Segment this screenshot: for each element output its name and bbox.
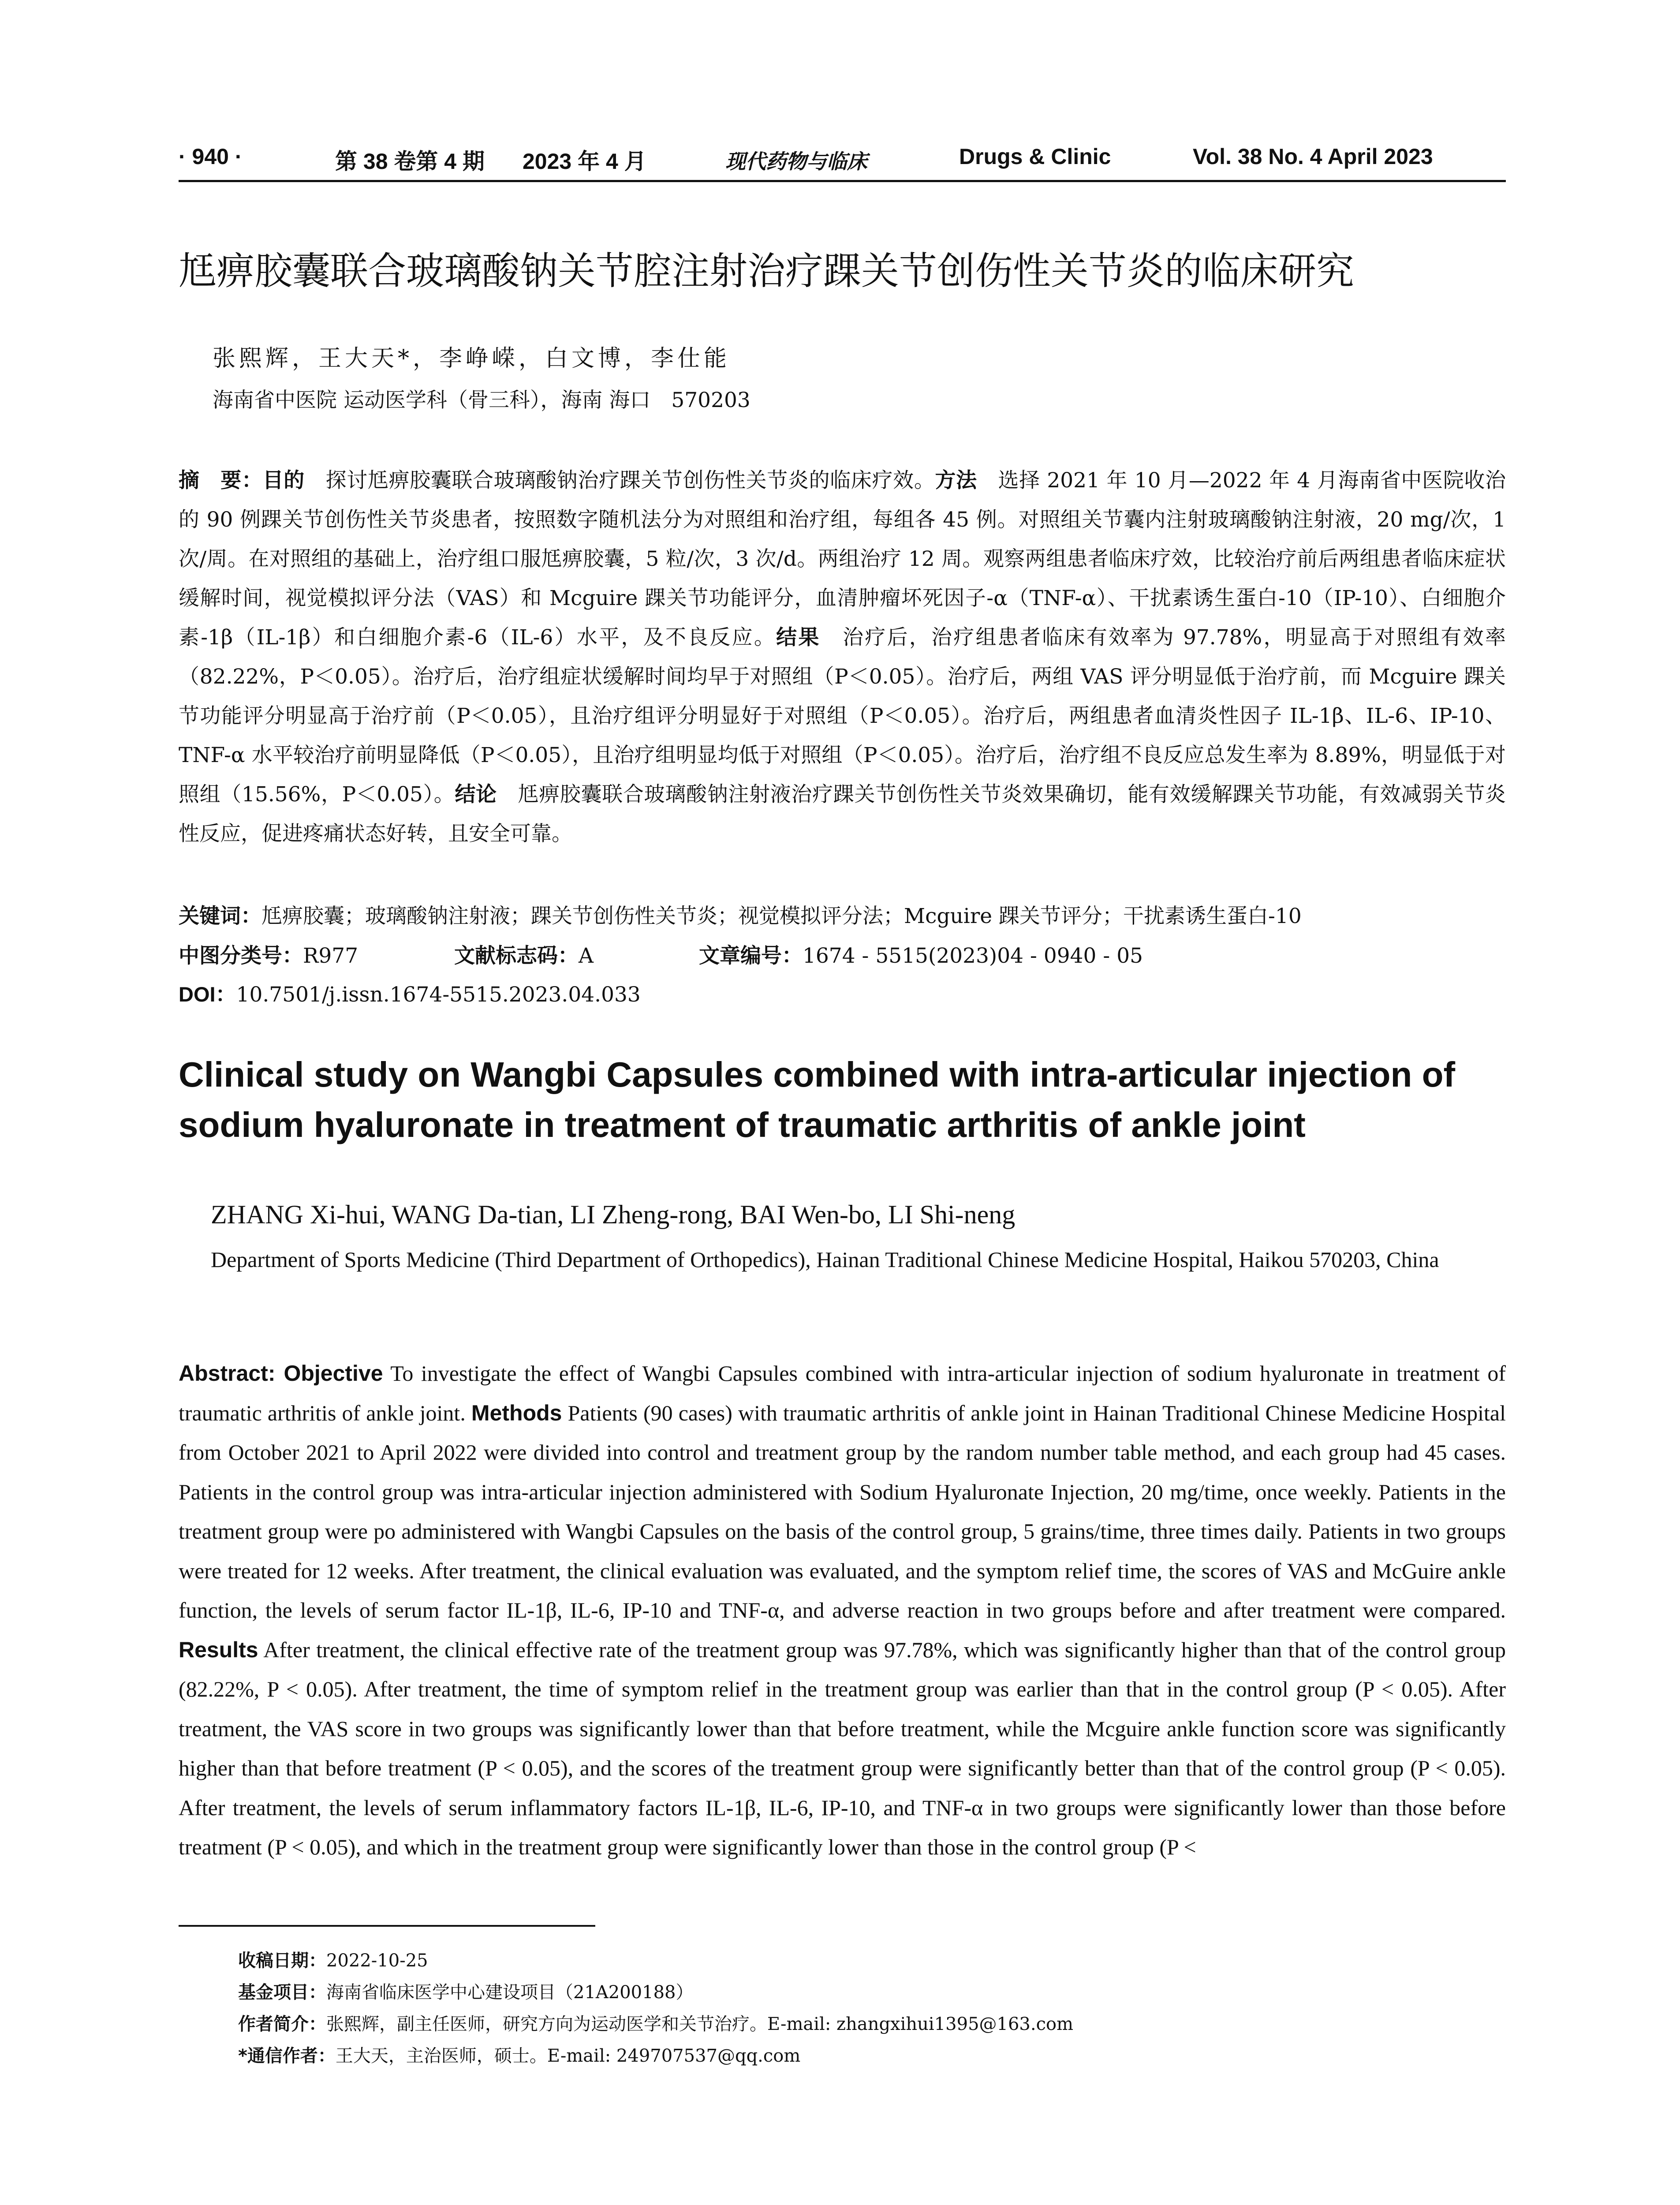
authors-cn: 张熙辉，王大天*，李峥嵘，白文博，李仕能 — [213, 345, 731, 372]
footnote-author — [238, 2008, 1504, 2040]
abstract-cn — [179, 461, 1506, 853]
affiliation-cn: 海南省中医院 运动医学科（骨三科），海南 海口 570203 — [213, 388, 750, 412]
abstract-label-cn: 摘 要： — [179, 468, 263, 493]
doc-code-label: 文献标志码： — [454, 944, 579, 968]
article-no-label: 文章编号： — [699, 944, 803, 968]
keywords-label: 关键词： — [179, 904, 261, 928]
volume-issue-en: Vol. 38 No. 4 April 2023 — [1193, 144, 1433, 169]
affiliation-en: Department of Sports Medicine (Third Department of Orthopedics), Hainan Traditional Chinese Medicine Hospital, Haikou 570203, China — [211, 1247, 1439, 1272]
classification-line — [179, 939, 1506, 969]
footnote-received — [238, 1945, 1504, 1977]
doi-label: DOI： — [179, 983, 236, 1006]
volume-issue-cn: 第 38 卷第 4 期 — [335, 149, 485, 174]
keywords-text: 尪痹胶囊；玻璃酸钠注射液；踝关节创伤性关节炎；视觉模拟评分法；Mcguire 踝关节评分；干扰素诱生蛋白-10 — [261, 904, 1302, 928]
footnotes — [238, 1945, 1504, 2072]
footnote-divider — [179, 1925, 595, 1927]
methods-text-cn: 选择 2021 年 10 月—2022 年 4 月海南省中医院收治的 90 例踝关节创伤性关节炎患者，按照数字随机法分为对照组和治疗组，每组各 45 例。对照组关节囊内注射玻璃酸钠注射液，20 mg/次，1 次/周。在对照组的基础上，治疗组口服尪痹胶囊，5 粒/次，3 次/d。两组治疗 12 周。观察两组患者临床疗效，比较治疗前后两组患者临床症状缓解时间，视觉模拟评分法（VAS）和 Mcguire 踝关节功能评分，血清肿瘤坏死因子-α（TNF-α）、干扰素诱生蛋白-10（IP-10）、白细胞介素-1β（IL-1β）和白细胞介素-6（IL-6）水平，及不良反应。 — [179, 468, 1506, 650]
objective-text-cn: 探讨尪痹胶囊联合玻璃酸钠治疗踝关节创伤性关节炎的临床疗效。 — [304, 468, 935, 493]
authors-en: ZHANG Xi-hui, WANG Da-tian, LI Zheng-rong, BAI Wen-bo, LI Shi-neng — [211, 1200, 1015, 1229]
received-label: 收稿日期： — [238, 1951, 326, 1971]
clc-value: R977 — [303, 944, 358, 968]
corresponding-label: *通信作者： — [238, 2046, 336, 2066]
objective-label-en: Objective — [284, 1361, 383, 1386]
article-title-en: Clinical study on Wangbi Capsules combined with intra-articular injection of sodium hyaluronate in treatment of traumatic arthritis of ankle joint — [179, 1055, 1456, 1144]
author-bio-label: 作者简介： — [238, 2014, 326, 2034]
abstract-en — [179, 1354, 1506, 1867]
footnote-corresponding — [238, 2040, 1504, 2072]
journal-name-cn: 现代药物与临床 — [725, 149, 867, 173]
objective-label-cn: 目的 — [262, 468, 305, 493]
results-text-cn: 治疗后，治疗组患者临床有效率为 97.78%，明显高于对照组有效率（82.22%，P＜0.05）。治疗后，治疗组症状缓解时间均早于对照组（P＜0.05）。治疗后，两组 VAS 评分明显低于治疗前，而 Mcguire 踝关节功能评分明显高于治疗前（P＜0.05），且治疗组评分明显好于对照组（P＜0.05）。治疗后，两组患者血清炎性因子 IL-1β、IL-6、IP-10、TNF-α 水平较治疗前明显降低（P＜0.05），且治疗组明显均低于对照组（P＜0.05）。治疗后，治疗组不良反应总发生率为 8.89%，明显低于对照组（15.56%，P＜0.05）。 — [179, 625, 1506, 807]
running-header — [179, 140, 1506, 182]
results-label-en: Results — [179, 1637, 258, 1662]
author-bio-text: 张熙辉，副主任医师，研究方向为运动医学和关节治疗。E-mail: zhangxihui1395@163.com — [326, 2014, 1074, 2034]
fund-text: 海南省临床医学中心建设项目（21A200188） — [326, 1982, 694, 2003]
abstract-label-en: Abstract: — [179, 1361, 284, 1386]
methods-label-cn: 方法 — [935, 468, 977, 493]
clc-label: 中图分类号： — [179, 944, 303, 968]
date-cn: 2023 年 4 月 — [523, 149, 646, 174]
received-date: 2022-10-25 — [326, 1951, 428, 1971]
corresponding-text: 王大天，主治医师，硕士。E-mail: 249707537@qq.com — [335, 2046, 801, 2066]
journal-name-en: Drugs & Clinic — [959, 144, 1111, 169]
article-title-cn: 尪痹胶囊联合玻璃酸钠关节腔注射治疗踝关节创伤性关节炎的临床研究 — [179, 249, 1354, 293]
article-no-value: 1674 - 5515(2023)04 - 0940 - 05 — [803, 944, 1143, 968]
doi-line — [179, 978, 1506, 1008]
keywords-line — [179, 900, 1506, 929]
doc-code-value: A — [579, 944, 594, 968]
objective-text-en: To investigate the effect of Wangbi Capsules combined with intra-articular injection of sodium hyaluronate in treatment of traumatic arthritis of ankle joint. — [179, 1361, 1506, 1425]
methods-label-en: Methods — [471, 1400, 562, 1425]
conclusion-text-cn: 尪痹胶囊联合玻璃酸钠注射液治疗踝关节创伤性关节炎效果确切，能有效缓解踝关节功能，有效减弱关节炎性反应，促进疼痛状态好转，且安全可靠。 — [179, 782, 1506, 846]
fund-label: 基金项目： — [238, 1982, 326, 2003]
methods-text-en: Patients (90 cases) with traumatic arthritis of ankle joint in Hainan Traditional Chinese Medicine Hospital from October 2021 to April 2022 were divided into control and treatment group by the random number table method, and each group had 45 cases. Patients in the control group was intra-articular injection administered with Sodium Hyaluronate Injection, 20 mg/time, once weekly. Patients in the treatment group were po administered with Wangbi Capsules on the basis of the control group, 5 grains/time, three times daily. Patients in two groups were treated for 12 weeks. After treatment, the clinical evaluation was evaluated, and the symptom relief time, the scores of VAS and McGuire ankle function, the levels of serum factor IL-1β, IL-6, IP-10 and TNF-α, and adverse reaction in two groups before and after treatment were compared. — [179, 1400, 1506, 1622]
results-label-cn: 结果 — [776, 625, 821, 650]
results-text-en: After treatment, the clinical effective rate of the treatment group was 97.78%, which was significantly higher than that of the control group (82.22%, P < 0.05). After treatment, the time of symptom relief in the treatment group was earlier than that in the control group (P < 0.05). After treatment, the VAS score in two groups was significantly lower than that before treatment, while the Mcguire ankle function score was significantly higher than that before treatment (P < 0.05), and the scores of the treatment group were significantly better than that of the control group (P < 0.05). After treatment, the levels of serum inflammatory factors IL-1β, IL-6, IP-10, and TNF-α in two groups were significantly lower than those before treatment (P < 0.05), and which in the treatment group were significantly lower than those in the control group (P < — [179, 1637, 1506, 1859]
footnote-fund — [238, 1977, 1504, 2008]
page-number: · 940 · — [179, 144, 243, 169]
conclusion-label-cn: 结论 — [455, 782, 497, 807]
doi-value: 10.7501/j.issn.1674-5515.2023.04.033 — [236, 983, 641, 1007]
